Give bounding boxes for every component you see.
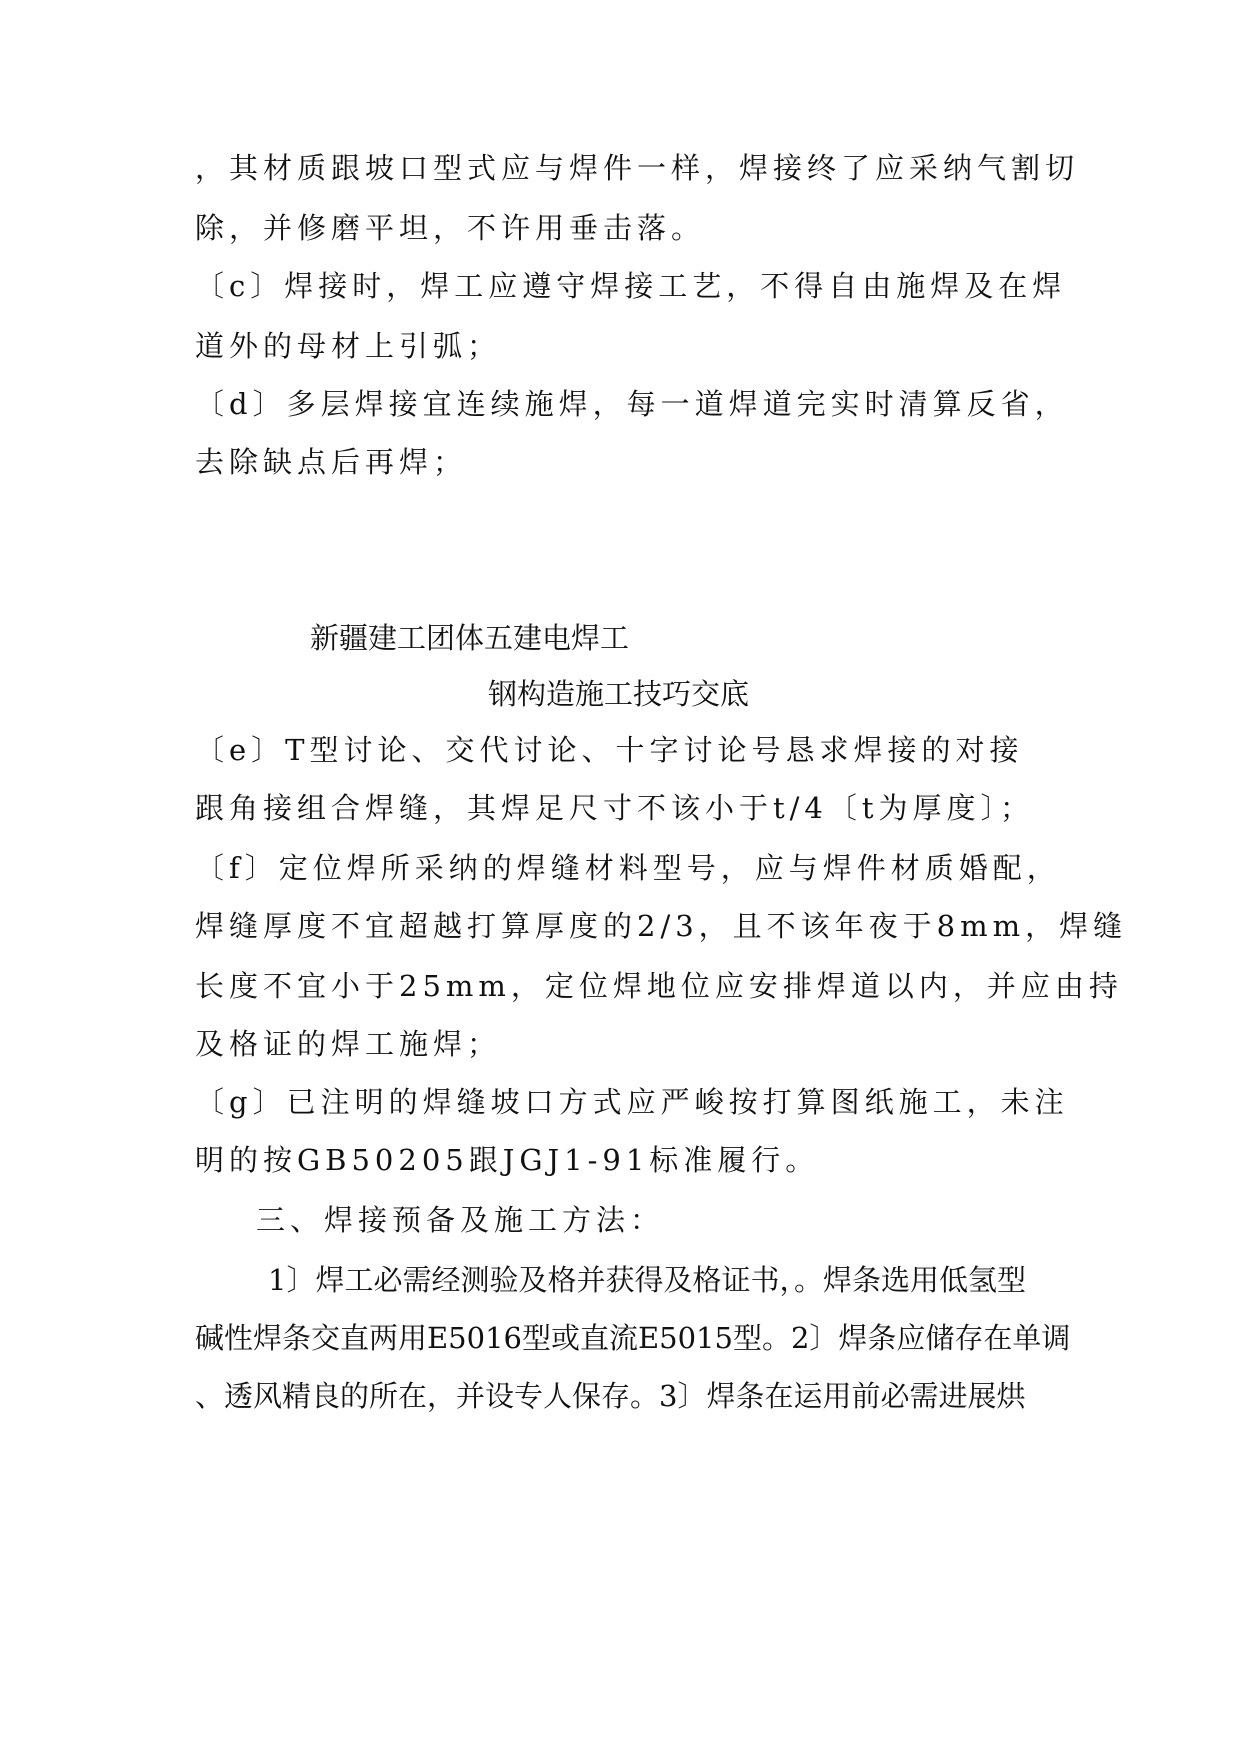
- paragraph-line: 及格证的焊工施焊；: [195, 1027, 502, 1061]
- paragraph-line: ，其材质跟坡口型式应与焊件一样，焊接终了应采纳气割切: [195, 151, 1080, 185]
- paragraph-line: 明的按GB50205跟JGJ1-91标准履行。: [195, 1143, 820, 1177]
- paragraph-line: 去除缺点后再焊；: [195, 445, 468, 479]
- paragraph-line: 〔f〕定位焊所采纳的焊缝材料型号，应与焊件材质婚配，: [195, 851, 1061, 885]
- paragraph-line: 跟角接组合焊缝，其焊足尺寸不该小于t/4〔t为厚度〕；: [195, 791, 1035, 825]
- paragraph-line: 、透风精良的所在，并设专人保存。3〕焊条在运用前必需进展烘: [195, 1379, 1026, 1413]
- paragraph-line: 〔c〕焊接时，焊工应遵守焊接工艺，不得自由施焊及在焊: [195, 269, 1067, 303]
- section-heading: 三、焊接预备及施工方法：: [256, 1203, 665, 1237]
- paragraph-line: 除，并修磨平坦，不许用垂击落。: [195, 211, 706, 245]
- header-title: 钢构造施工技巧交底: [488, 677, 750, 711]
- paragraph-line: 长度不宜小于25mm，定位焊地位应安排焊道以内，并应由持: [195, 969, 1123, 1003]
- paragraph-line: 1〕焊工必需经测验及格并获得及格证书，。焊条选用低氢型: [268, 1263, 1026, 1297]
- paragraph-line: 〔d〕多层焊接宜连续施焊，每一道焊道完实时清算反省，: [195, 387, 1069, 421]
- paragraph-line: 道外的母材上引弧；: [195, 329, 502, 363]
- paragraph-line: 碱性焊条交直两用E5016型或直流E5015型。2〕焊条应储存在单调: [195, 1321, 1071, 1355]
- header-organization: 新疆建工团体五建电焊工: [310, 621, 630, 655]
- paragraph-line: 〔e〕T型讨论、交代讨论、十字讨论号恳求焊接的对接: [195, 733, 1024, 767]
- paragraph-line: 焊缝厚度不宜超越打算厚度的2/3，且不该年夜于8mm，焊缝: [195, 909, 1128, 943]
- paragraph-line: 〔g〕已注明的焊缝坡口方式应严峻按打算图纸施工，未注: [195, 1085, 1069, 1119]
